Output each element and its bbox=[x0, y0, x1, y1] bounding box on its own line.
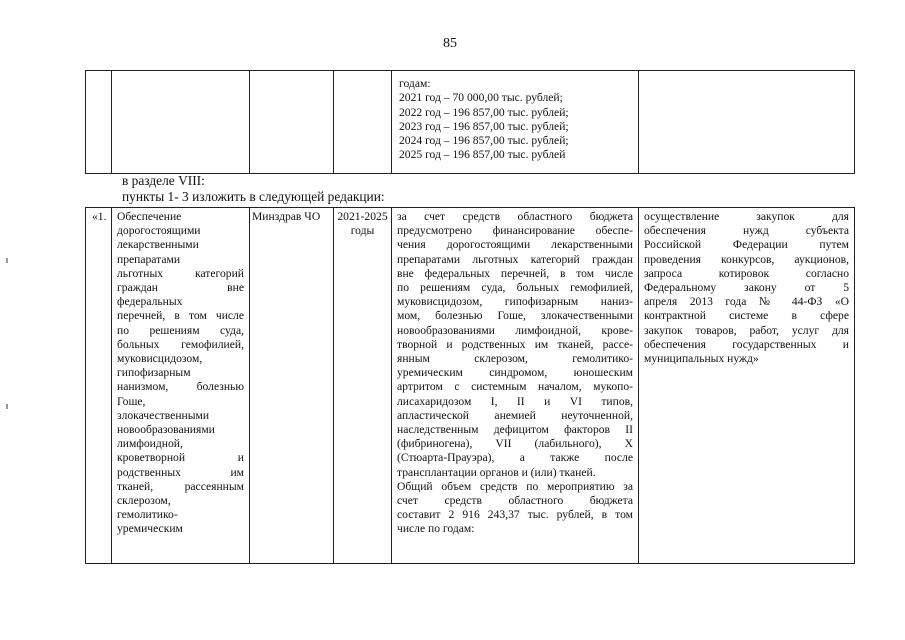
funding-text-line: трансплантации органов и (или) тканей. bbox=[397, 465, 596, 479]
funding-text-line: препаратами льготных категорий граждан bbox=[397, 252, 633, 266]
funding-text-line: артритом с системным началом, мукопо- bbox=[397, 380, 633, 394]
event-name-line: родственных им bbox=[117, 465, 244, 479]
result-text-line: муниципальных нужд» bbox=[644, 352, 759, 366]
event-name-line: больных гемофилией, bbox=[117, 337, 244, 351]
event-name-line: Гоше, bbox=[117, 394, 146, 408]
funding-text-line: новообразованиями лимфоидной, крове- bbox=[397, 323, 633, 337]
scan-edge-mark bbox=[6, 258, 8, 263]
result-text-line: обеспечения нужд субъекта bbox=[644, 224, 849, 238]
period-unit: годы bbox=[350, 224, 375, 238]
result-text-line: проведения конкурсов, аукционов, bbox=[644, 252, 849, 266]
funding-text-line: наследственным дефицитом факторов II bbox=[397, 423, 633, 437]
event-name-line: нанизмом, болезнью bbox=[117, 380, 244, 394]
row-number-cell bbox=[86, 208, 112, 564]
funding-text-line: апластической анемией неуточненной, bbox=[397, 408, 633, 422]
event-name-line: гемолитико- bbox=[117, 508, 178, 522]
event-name-line: тканей, рассеянным bbox=[117, 479, 244, 493]
page-number: 85 bbox=[443, 36, 457, 51]
row-number: «1. bbox=[92, 210, 107, 223]
funding-text-line: Общий объем средств по мероприятию за bbox=[397, 479, 633, 493]
table-row bbox=[86, 208, 855, 564]
result-cell bbox=[639, 208, 855, 564]
event-name-line: новообразованиями bbox=[117, 423, 215, 437]
event-name-line: дорогостоящими bbox=[117, 224, 201, 238]
event-name-line: лекарственными bbox=[117, 238, 199, 252]
funding-text-line: за счет средств областного бюджета bbox=[397, 210, 633, 223]
event-name-line: льготных категорий bbox=[117, 266, 244, 280]
period-cell bbox=[334, 208, 392, 564]
funding-text-line: муковисцидозом, гипофизарным наниз- bbox=[397, 295, 633, 309]
scan-edge-mark bbox=[6, 404, 8, 409]
funding-line: 2021 год – 70 000,00 тыс. рублей; bbox=[399, 91, 563, 105]
continued-table-row bbox=[86, 71, 855, 174]
funding-cell bbox=[392, 208, 639, 564]
continued-number-cell bbox=[86, 71, 112, 174]
event-name-line: препаратами bbox=[117, 252, 181, 266]
event-name-line: гипофизарным bbox=[117, 366, 191, 380]
funding-line: 2022 год – 196 857,00 тыс. рублей; bbox=[399, 105, 569, 119]
continued-funding-cell bbox=[392, 71, 639, 174]
result-text-line: контрактной системе в сфере bbox=[644, 309, 849, 323]
result-text-line: закупок товаров, работ, услуг для bbox=[644, 323, 849, 337]
funding-line: 2024 год – 196 857,00 тыс. рублей; bbox=[399, 134, 569, 148]
funding-text-line: лисахаридозом I, II и VI типов, bbox=[397, 394, 633, 408]
event-name-line: перечней, в том числе bbox=[117, 309, 244, 323]
event-name-line: Обеспечение bbox=[117, 210, 182, 223]
funding-text-line: предусмотрено финансирование обеспе- bbox=[397, 224, 633, 238]
funding-text-line: (фибриногена), VII (лабильного), X bbox=[397, 437, 633, 451]
result-text-line: Федеральному закону от 5 bbox=[644, 281, 849, 295]
continued-event-cell bbox=[112, 71, 250, 174]
funding-line: годам: bbox=[399, 77, 431, 90]
event-name-line: склерозом, bbox=[117, 494, 171, 508]
result-text-line: запроса котировок согласно bbox=[644, 266, 849, 280]
event-name-line: муковисцидозом, bbox=[117, 352, 203, 366]
funding-text-line: составит 2 916 243,37 тыс. рублей, в том bbox=[397, 508, 633, 522]
event-name-cell bbox=[112, 208, 250, 564]
event-name-line: злокачественными bbox=[117, 408, 210, 422]
period-years: 2021-2025 bbox=[337, 210, 388, 223]
event-name-line: граждан вне bbox=[117, 281, 244, 295]
continued-result-cell bbox=[639, 71, 855, 174]
executor: Минздрав ЧО bbox=[252, 210, 321, 223]
continued-table bbox=[85, 70, 855, 174]
funding-line: 2025 год – 196 857,00 тыс. рублей bbox=[399, 148, 566, 162]
result-text-line: осуществление закупок для bbox=[644, 210, 849, 223]
event-name-line: федеральных bbox=[117, 295, 183, 309]
funding-text-line: вне федеральных перечней, в том числе bbox=[397, 266, 633, 280]
funding-text-line: чения дорогостоящими лекарственными bbox=[397, 238, 633, 252]
funding-text-line: мом, болезнью Гоше, злокачественными bbox=[397, 309, 633, 323]
event-name-line: кроветворной и bbox=[117, 451, 244, 465]
result-text-line: обеспечения государственных и bbox=[644, 337, 849, 351]
event-name-line: уремическим bbox=[117, 522, 183, 536]
funding-text-line: числе по годам: bbox=[397, 522, 475, 536]
result-text-line: апреля 2013 года № 44-ФЗ «О bbox=[644, 295, 849, 309]
result-text-line: Российской Федерации путем bbox=[644, 238, 849, 252]
funding-text-line: янным склерозом, гемолитико- bbox=[397, 352, 633, 366]
section-heading: в разделе VIII: bbox=[122, 173, 205, 188]
executor-cell bbox=[250, 208, 334, 564]
funding-text-line: по решениям суда, больных гемофилией, bbox=[397, 281, 633, 295]
event-name-line: по решениям суда, bbox=[117, 323, 244, 337]
funding-text-line: (Стюарта-Прауэра), а также после bbox=[397, 451, 633, 465]
continued-period-cell bbox=[334, 71, 392, 174]
funding-text-line: творной и родственных им тканей, рассе- bbox=[397, 337, 633, 351]
funding-text-line: счет средств областного бюджета bbox=[397, 494, 633, 508]
funding-line: 2023 год – 196 857,00 тыс. рублей; bbox=[399, 119, 569, 133]
main-table bbox=[85, 207, 855, 564]
section-instruction: пункты 1- 3 изложить в следующей редакции: bbox=[122, 189, 385, 204]
event-name-line: лимфоидной, bbox=[117, 437, 183, 451]
continued-executor-cell bbox=[250, 71, 334, 174]
funding-text-line: уремическим синдромом, юношеским bbox=[397, 366, 633, 380]
